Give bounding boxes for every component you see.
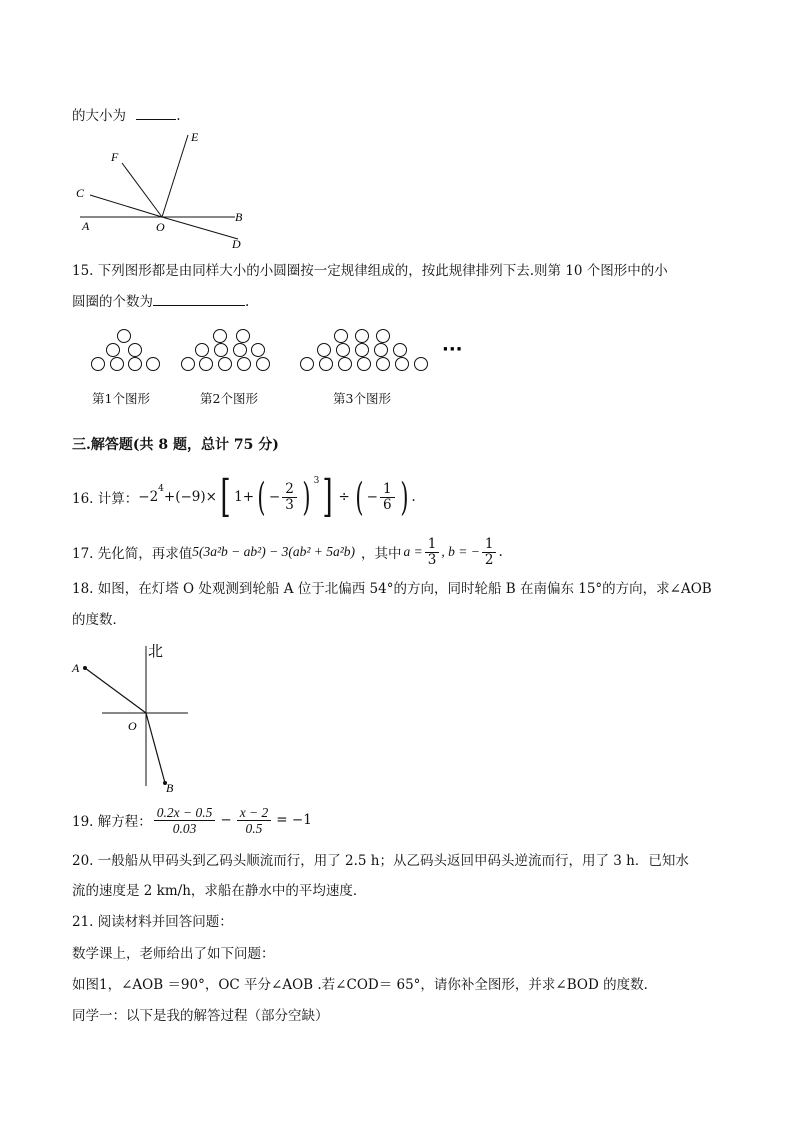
circle (356, 344, 369, 357)
circle (301, 358, 314, 371)
q16-div: ÷ (338, 489, 350, 505)
circle (356, 330, 369, 343)
lighthouse-figure (70, 638, 200, 796)
circle (375, 344, 388, 357)
circle (396, 358, 409, 371)
ray-ob (146, 713, 165, 783)
circle (337, 344, 350, 357)
q17-a-num: 1 (425, 537, 440, 553)
circle (257, 358, 270, 371)
q16-term-b: +(−9)× (163, 489, 217, 505)
circle (111, 358, 124, 371)
q14-text: 的大小为 (72, 108, 126, 124)
q21-line4: 同学一：以下是我的解答过程（部分空缺） (72, 1008, 329, 1024)
circle (335, 330, 348, 343)
circle-pattern-figure (80, 325, 480, 380)
q16-frac1-den: 3 (285, 496, 294, 513)
q17-b-frac (482, 537, 497, 568)
circle (339, 358, 352, 371)
label-b: B (235, 210, 243, 224)
q16-right-bracket: ] (322, 471, 334, 522)
q16-right-paren: ) (302, 475, 311, 519)
circle (129, 358, 142, 371)
circle (92, 358, 105, 371)
circle (215, 344, 228, 357)
circle (196, 344, 209, 357)
q15-line2 (72, 290, 249, 310)
q16 (72, 471, 416, 522)
ray-oe (162, 135, 188, 217)
label-f: F (111, 150, 119, 164)
q20-line2: 流的速度是 2 km/h，求船在静水中的平均速度． (72, 883, 367, 899)
q17-a-eq: a = (403, 544, 423, 559)
q19-label: 19. 解方程： (72, 814, 152, 830)
q19-rhs: = −1 (276, 812, 312, 828)
circle (234, 344, 247, 357)
circle (377, 330, 390, 343)
q21-line3: 如图1，∠AOB ＝90°，OC 平分∠AOB .若∠COD＝ 65°，请你补全图形，并求∠BOD 的度数． (72, 977, 658, 993)
circle (377, 358, 390, 371)
pattern-3 (301, 330, 428, 371)
circle (237, 330, 250, 343)
q16-minus2: − (366, 489, 378, 505)
q16-label: 16. 计算： (72, 491, 139, 507)
q16-frac2-num: 1 (380, 482, 395, 498)
q19-f1-den: 0.03 (172, 820, 197, 836)
circle (219, 358, 232, 371)
q16-frac2-den: 6 (382, 496, 392, 513)
circle (238, 358, 251, 371)
q17-a-frac (425, 537, 440, 568)
q15-line2-text: 圆圈的个数为 (72, 294, 153, 310)
pattern-1 (92, 330, 160, 371)
circle (118, 330, 131, 343)
q21-line2: 数学课上，老师给出了如下问题： (72, 946, 275, 962)
q16-one-plus: 1+ (234, 489, 255, 505)
q20-line1: 20. 一般船从甲码头到乙码头顺流而行，用了 2.5 h；从乙码头返回甲码头逆流而行，用了 3 h．已知水 (72, 853, 689, 869)
q16-period: . (411, 489, 416, 505)
circle (214, 330, 227, 343)
label-c: C (76, 186, 85, 200)
q17-a-den: 3 (427, 551, 437, 568)
q17-period: . (498, 544, 503, 560)
q16-minus: − (268, 489, 281, 505)
angle-figure (70, 125, 260, 255)
ellipsis: ··· (442, 339, 463, 360)
circle (318, 344, 331, 357)
q17-b-eq: , b = − (441, 544, 480, 559)
label-o: O (156, 220, 165, 234)
q14-period: . (176, 108, 181, 124)
label-a: A (82, 219, 90, 233)
pattern-2 (182, 330, 270, 371)
q19-f2-num: x − 2 (237, 805, 272, 821)
circle (129, 344, 142, 357)
ray-oa (85, 668, 146, 713)
q17-mid: ，其中 (361, 546, 402, 562)
q16-left-paren2: ( (355, 475, 364, 519)
q21-line1: 21. 阅读材料并回答问题： (72, 914, 233, 930)
circle (147, 358, 160, 371)
q19 (72, 800, 312, 840)
section-title: 三.解答题(共 8 题，总计 75 分) (72, 437, 279, 453)
q15-answer-blank[interactable] (153, 293, 245, 306)
circle (182, 358, 195, 371)
q16-frac1 (282, 482, 297, 513)
label-o: O (128, 719, 137, 733)
q17 (72, 533, 503, 571)
circle (252, 344, 265, 357)
circle (358, 358, 371, 371)
q17-label: 17. 先化简，再求值 (72, 546, 193, 562)
q17-b-num: 1 (482, 537, 497, 553)
q19-minus: − (220, 812, 232, 828)
ray-od (162, 217, 238, 239)
circle (394, 344, 407, 357)
fig-label-1: 第1个图形 (92, 391, 150, 406)
q16-frac1-num: 2 (282, 482, 297, 498)
circle (200, 358, 213, 371)
point-a (83, 666, 87, 670)
q19-frac2 (237, 805, 272, 836)
q15-period: . (245, 294, 250, 310)
north-label: 北 (148, 642, 164, 660)
q16-left-bracket: [ (220, 471, 231, 522)
ray-oc (90, 195, 162, 217)
circle (107, 344, 120, 357)
fig-label-3: 第3个图形 (333, 391, 391, 406)
label-e: E (191, 130, 199, 144)
label-b: B (166, 781, 174, 795)
circle (415, 358, 428, 371)
q19-f2-den: 0.5 (245, 820, 263, 836)
q16-exp4: 4 (158, 484, 164, 494)
q16-term-a: −2 (138, 489, 159, 505)
circle (320, 358, 333, 371)
q14-answer-blank[interactable] (136, 107, 176, 120)
q16-exp3: 3 (313, 476, 320, 486)
ray-of (122, 163, 162, 217)
q16-right-paren2: ) (399, 475, 409, 519)
q17-expr: 5(3a²b − ab²) − 3(ab² + 5a²b) (192, 544, 356, 559)
q15-line1: 15. 下列图形都是由同样大小的小圆圈按一定规律组成的，按此规律排列下去.则第 10 个图形中的小 (72, 263, 668, 279)
fig-label-2: 第2个图形 (200, 391, 258, 406)
q16-left-paren: ( (257, 475, 266, 519)
q18-line2: 的度数． (72, 612, 126, 628)
q14-tail (72, 104, 181, 124)
q19-frac1 (154, 805, 216, 836)
q16-frac2 (380, 482, 395, 513)
label-d: D (232, 237, 241, 251)
q17-b-den: 2 (484, 551, 494, 568)
q18-line1: 18. 如图，在灯塔 O 处观测到轮船 A 位于北偏西 54°的方向，同时轮船 B 在南偏东 15°的方向，求∠AOB (72, 581, 712, 597)
label-a: A (72, 661, 80, 675)
q19-f1-num: 0.2x − 0.5 (154, 805, 216, 821)
